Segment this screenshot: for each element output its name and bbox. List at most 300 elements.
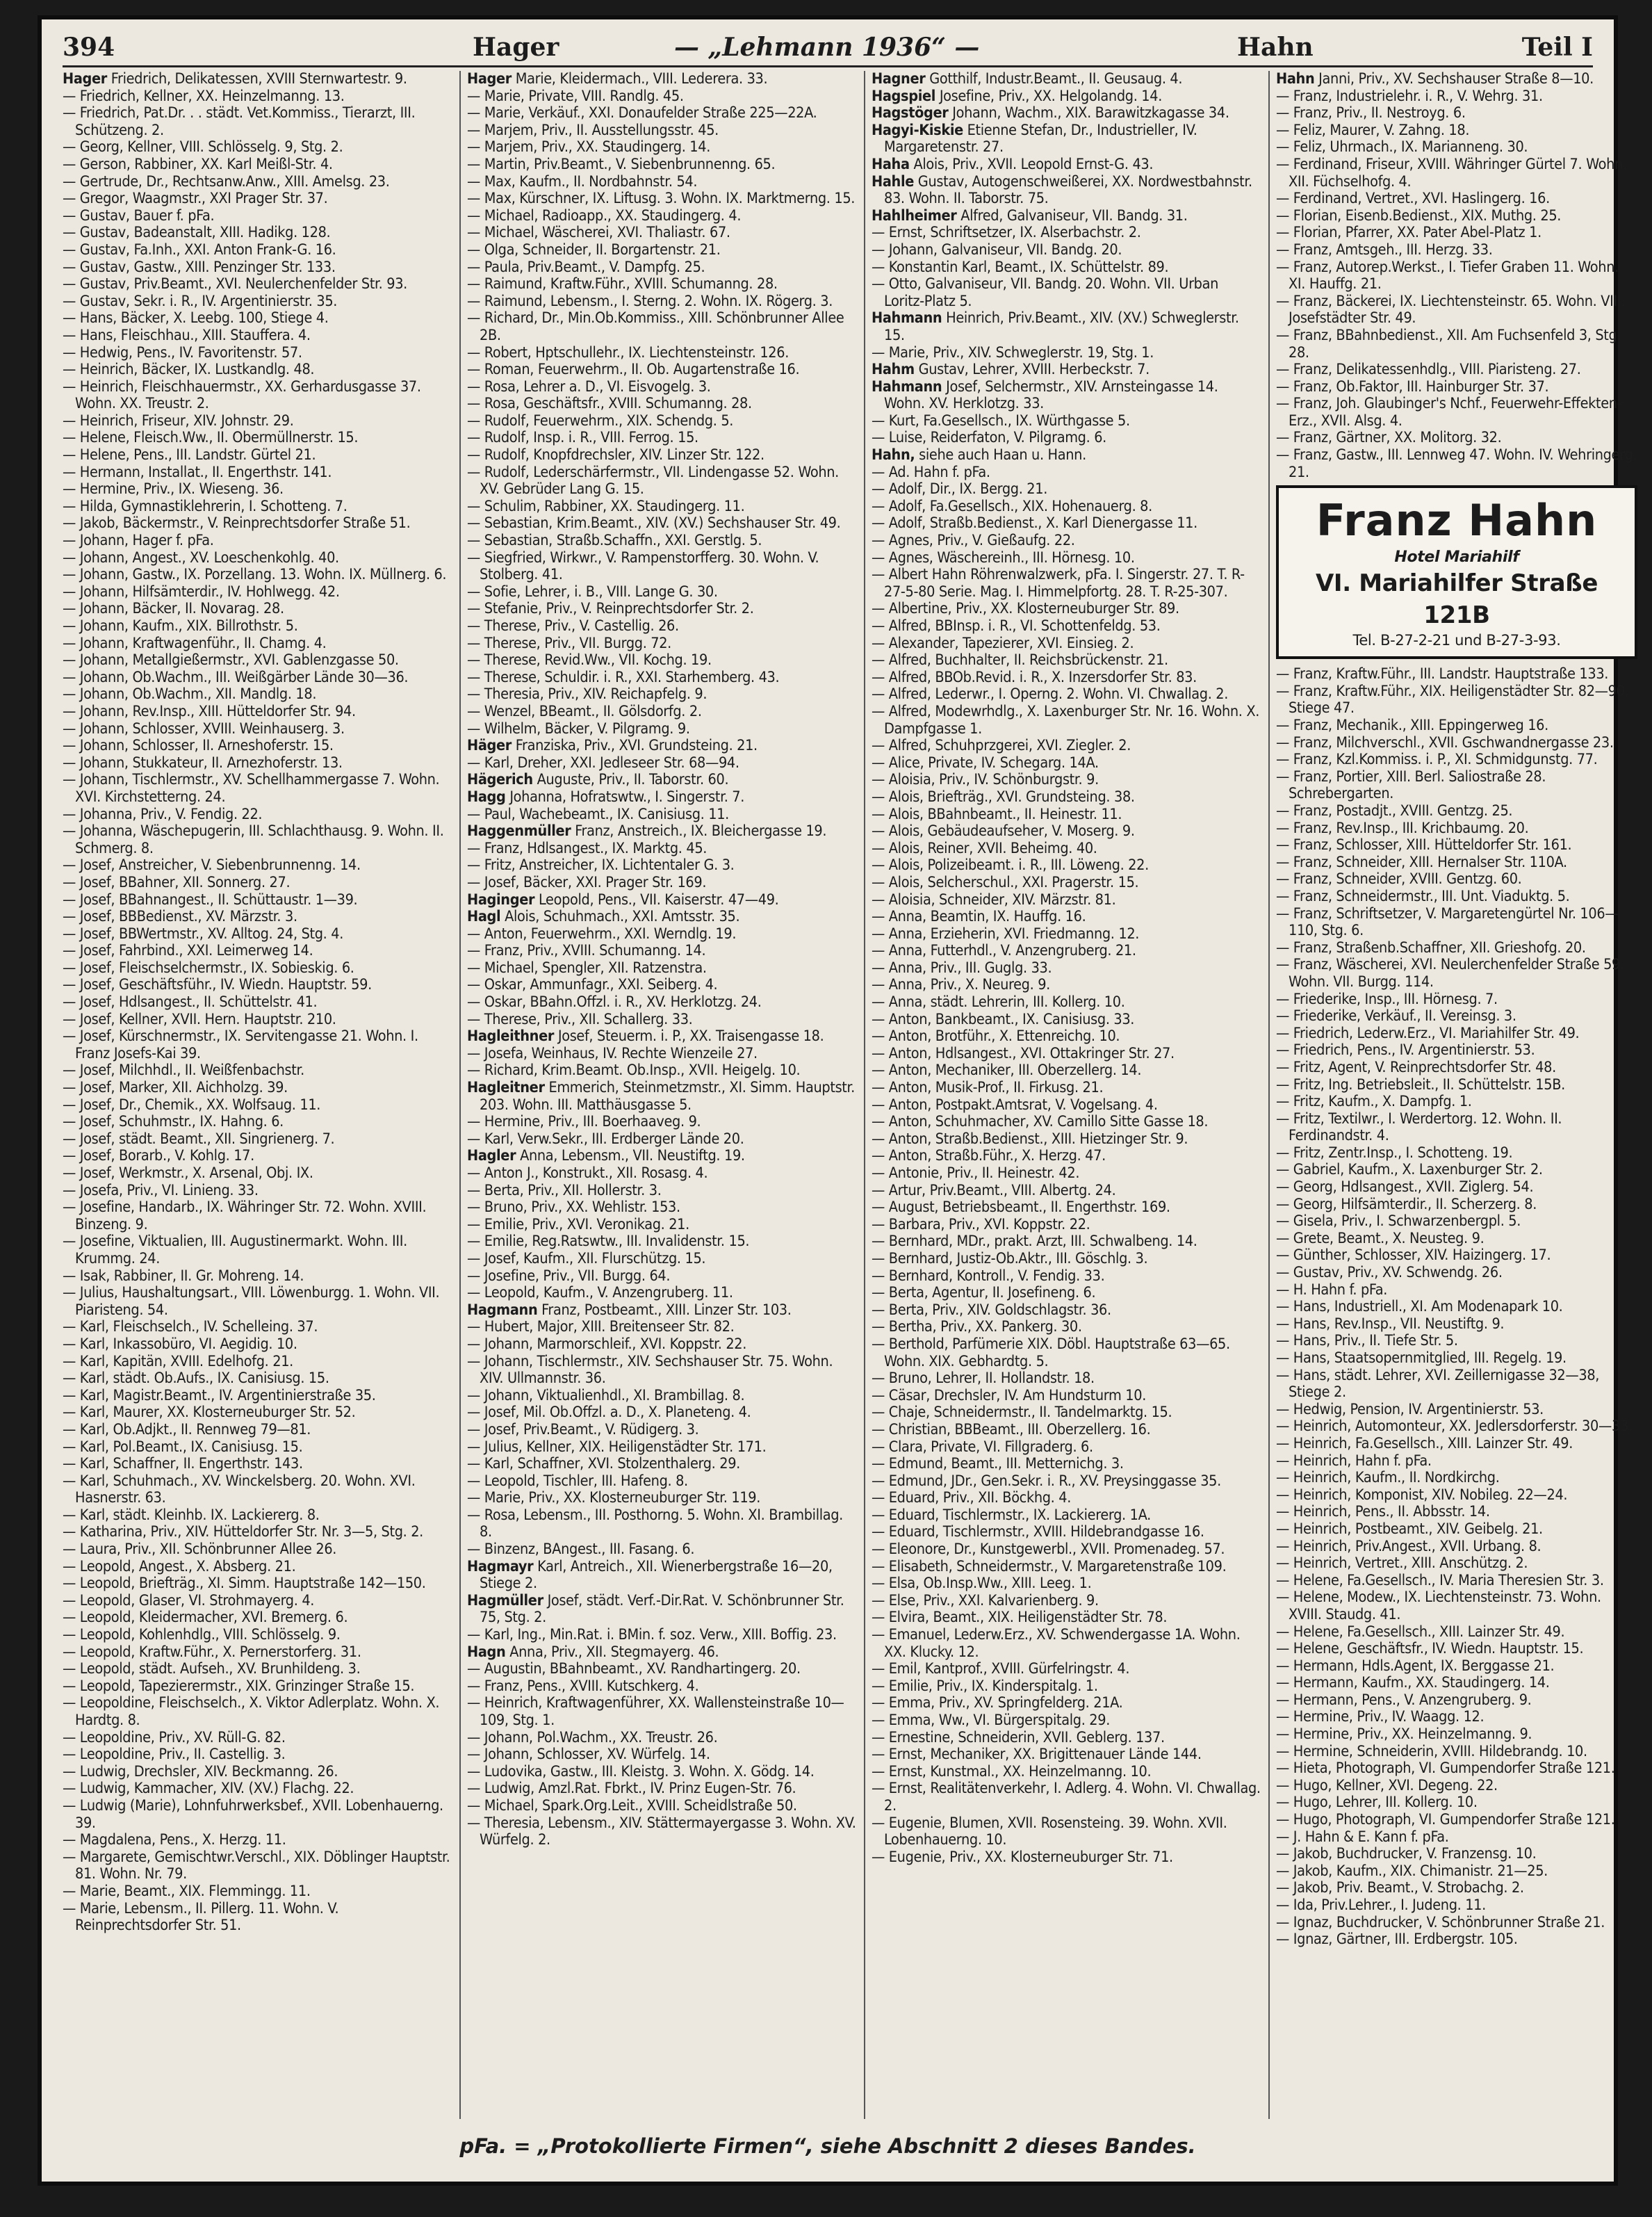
directory-entry: — Eleonore, Dr., Kunstgewerbl., XVII. Promenadeg. 57. (872, 1541, 1225, 1559)
directory-entry: — Eugenie, Blumen, XVII. Rosensteing. 39. Wohn. XVII. Lobenhauerng. 10. (872, 1814, 1227, 1849)
directory-entry: — Karl, Dreher, XXI. Jedleseer Str. 68—94. (467, 754, 739, 772)
directory-entry: — Gertrude, Dr., Rechtsanw.Anw., XIII. Amelsg. 23. (63, 172, 390, 190)
directory-entry: — Johann, Viktualienhdl., XI. Brambillag. 8. (467, 1386, 745, 1404)
directory-entry: — Bruno, Lehrer, II. Hollandstr. 18. (872, 1370, 1095, 1388)
column-3 (872, 71, 1261, 2119)
directory-entry: — Hans, Rev.Insp., VII. Neustiftg. 9. (1276, 1315, 1505, 1333)
directory-entry: — Michael, Radioapp., XX. Staudingerg. 4. (467, 206, 742, 225)
directory-entry: — Elvira, Beamt., XIX. Heiligenstädter Str. 78. (872, 1609, 1168, 1627)
directory-entry: — Anton, Musik-Prof., II. Firkusg. 21. (872, 1079, 1104, 1097)
directory-entry: — Sebastian, Straßb.Schaffn., XXI. Gerstlg. 5. (467, 532, 762, 550)
directory-entry: — Alice, Private, IV. Schegarg. 14A. (872, 754, 1099, 772)
directory-entry: — Rudolf, Lederschärfermstr., VII. Lindengasse 52. Wohn. XV. Gebrüder Lang G. 15. (467, 463, 839, 498)
directory-entry: — Olga, Schneider, II. Borgartenstr. 21. (467, 241, 721, 259)
directory-entry: — Emma, Ww., VI. Bürgerspitalg. 29. (872, 1712, 1110, 1729)
directory-entry: — Wilhelm, Bäcker, V. Pilgramg. 9. (467, 720, 690, 738)
directory-entry: — Adolf, Straßb.Bedienst., X. Karl Dienergasse 11. (872, 514, 1197, 533)
directory-entry: — Anton, Feuerwehrm., XXI. Werndlg. 19. (467, 925, 737, 943)
directory-entry: — Bruno, Priv., XX. Wehlistr. 153. (467, 1199, 680, 1217)
directory-entry: — Karl, Schaffner, II. Engerthstr. 143. (63, 1455, 303, 1473)
directory-entry: — Gerson, Rabbiner, XX. Karl Meißl-Str. 4. (63, 155, 333, 173)
directory-entry: — Else, Priv., XXI. Kalvarienberg. 9. (872, 1591, 1099, 1609)
directory-entry: Hagmüller Josef, städt. Verf.-Dir.Rat. V. Schönbrunner Str. 75, Stg. 2. (467, 1591, 844, 1627)
directory-entry: — Anton, Straßb.Führ., X. Herzg. 47. (872, 1147, 1106, 1165)
directory-entry: — Franz, Bäckerei, IX. Liechtensteinstr. 65. Wohn. VIII. Josefstädter Str. 49. (1276, 292, 1625, 327)
directory-entry: — Ludovika, Gastw., III. Kleistg. 3. Wohn. X. Gödg. 14. (467, 1762, 815, 1780)
directory-entry: — Hilda, Gymnastiklehrerin, I. Schotteng. 7. (63, 497, 347, 515)
directory-entry: — Gustav, Priv.Beamt., XVI. Neulerchenfelder Str. 93. (63, 275, 407, 293)
directory-entry: — Magdalena, Pens., X. Herzg. 11. (63, 1831, 286, 1849)
directory-entry: — Johann, Tischlermstr., XV. Schellhammergasse 7. Wohn. XVI. Kirchstetterng. 24. (63, 771, 440, 806)
directory-entry: — Raimund, Lebensm., I. Sterng. 2. Wohn. IX. Rögerg. 3. (467, 292, 833, 310)
directory-entry: — Johanna, Priv., V. Fendig. 22. (63, 805, 263, 823)
directory-entry: — Franz, Gastw., III. Lennweg 47. Wohn. IV. Wehringerg. 21. (1276, 446, 1637, 481)
directory-entry: — Leopold, Glaser, VI. Strohmayerg. 4. (63, 1591, 315, 1609)
directory-entry: — Josef, Borarb., V. Kohlg. 17. (63, 1147, 254, 1165)
directory-entry: — Georg, Kellner, VIII. Schlösselg. 9, Stg. 2. (63, 138, 343, 156)
directory-entry: — Raimund, Kraftw.Führ., XVIII. Schumanng. 28. (467, 275, 778, 293)
directory-entry: — Friedrich, Kellner, XX. Heinzelmanng. 13. (63, 87, 345, 105)
directory-entry: — Josef, BBahner, XII. Sonnerg. 27. (63, 873, 291, 891)
directory-entry: — Gustav, Gastw., XIII. Penzinger Str. 133. (63, 258, 336, 276)
directory-entry: — Heinrich, Bäcker, IX. Lustkandlg. 48. (63, 361, 315, 379)
directory-entry: — Katharina, Priv., XIV. Hütteldorfer Str. Nr. 3—5, Stg. 2. (63, 1523, 423, 1541)
ad-hotel: Hotel Mariahilf (1394, 549, 1519, 567)
directory-entry: — Josef, Mil. Ob.Offzl. a. D., X. Planeteng. 4. (467, 1404, 751, 1422)
directory-entry: — Anna, städt. Lehrerin, III. Kollerg. 10. (872, 993, 1125, 1012)
directory-entry: — Gustav, Priv., XV. Schwendg. 26. (1276, 1264, 1503, 1282)
directory-entry: — Gisela, Priv., I. Schwarzenbergpl. 5. (1276, 1212, 1521, 1231)
directory-entry: — Michael, Spark.Org.Leit., XVIII. Scheidlstraße 50. (467, 1796, 797, 1814)
directory-entry: — Ernst, Mechaniker, XX. Brigittenauer Lände 144. (872, 1746, 1202, 1764)
directory-entry: — Cäsar, Drechsler, IV. Am Hundsturm 10. (872, 1386, 1147, 1404)
directory-entry: — Albert Hahn Röhrenwalzwerk, pFa. I. Singerstr. 27. T. R-27-5-80 Serie. Mag. I. Himmelpfortg. 28. T. R-25-307. (872, 566, 1245, 601)
directory-entry: — Max, Kaufm., II. Nordbahnstr. 54. (467, 172, 698, 190)
directory-entry: — Hieta, Photograph, VI. Gumpendorfer Straße 121. (1276, 1760, 1615, 1778)
directory-entry: — Franz, Schneidermstr., III. Unt. Viaduktg. 5. (1276, 887, 1570, 905)
directory-entry: — Marie, Beamt., XIX. Flemmingg. 11. (63, 1882, 311, 1900)
directory-entry: Hager Marie, Kleidermach., VIII. Lederera. 33. (467, 71, 768, 88)
directory-entry: — Jakob, Kaufm., XIX. Chimanistr. 21—25. (1276, 1862, 1548, 1880)
directory-entry: — Karl, Magistr.Beamt., IV. Argentinierstraße 35. (63, 1386, 376, 1404)
directory-entry: — Heinrich, Vertret., XIII. Anschützg. 2. (1276, 1554, 1528, 1573)
directory-entry: — Jakob, Bäckermstr., V. Reinprechtsdorfer Straße 51. (63, 514, 411, 533)
directory-entry: — Therese, Priv., XII. Schallerg. 33. (467, 1010, 693, 1028)
directory-entry: Haggenmüller Franz, Anstreich., IX. Bleichergasse 19. (467, 822, 827, 840)
directory-entry: Hagspiel Josefine, Priv., XX. Helgolandg. 14. (872, 87, 1162, 105)
directory-entry: — Schulim, Rabbiner, XX. Staudingerg. 11. (467, 497, 745, 515)
directory-entry: — Ernst, Kunstmal., XX. Heinzelmanng. 10. (872, 1762, 1152, 1780)
directory-entry: — Laura, Priv., XII. Schönbrunner Allee 26. (63, 1541, 337, 1559)
directory-entry: — Sofie, Lehrer, i. B., VIII. Lange G. 30. (467, 583, 718, 601)
directory-entry: — Karl, Ing., Min.Rat. i. BMin. f. soz. Verw., XIII. Boffig. 23. (467, 1626, 837, 1644)
directory-entry: — Oskar, BBahn.Offzl. i. R., XV. Herklotzg. 24. (467, 993, 762, 1012)
directory-entry: — Alois, Reiner, XVII. Beheimg. 40. (872, 839, 1097, 857)
directory-entry: — Karl, Maurer, XX. Klosterneuburger Str. 52. (63, 1404, 356, 1422)
directory-entry: — Alfred, BBInsp. i. R., VI. Schottenfeldg. 53. (872, 617, 1161, 635)
directory-entry: — Franz, Amtsgeh., III. Herzg. 33. (1276, 241, 1493, 259)
directory-entry: — Leopold, Angest., X. Absberg. 21. (63, 1557, 296, 1575)
directory-entry: — Hans, Bäcker, X. Leebg. 100, Stiege 4. (63, 309, 329, 327)
directory-entry: — Johann, Tischlermstr., XIV. Sechshauser Str. 75. Wohn. XIV. Ullmannstr. 36. (467, 1352, 833, 1388)
directory-entry: — Anton, Hdlsangest., XVI. Ottakringer Str. 27. (872, 1044, 1175, 1062)
directory-entry: — Josef, Bäcker, XXI. Prager Str. 169. (467, 873, 707, 891)
directory-entry: Hägerich Auguste, Priv., II. Taborstr. 60. (467, 771, 729, 789)
directory-entry: — Emilie, Priv., XVI. Veronikag. 21. (467, 1215, 689, 1233)
directory-entry: — Binzenz, BAngest., III. Fasang. 6. (467, 1541, 695, 1559)
directory-entry: — Franz, Priv., II. Nestroyg. 6. (1276, 104, 1466, 122)
directory-entry: — Edmund, JDr., Gen.Sekr. i. R., XV. Preysinggasse 35. (872, 1472, 1221, 1490)
directory-entry: — Günther, Schlosser, XIV. Haizingerg. 17. (1276, 1246, 1551, 1265)
directory-entry: — Karl, Inkassobüro, VI. Aegidig. 10. (63, 1335, 297, 1353)
directory-entry: — Eugenie, Priv., XX. Klosterneuburger Str. 71. (872, 1848, 1173, 1866)
directory-entry: — Elsa, Ob.Insp.Ww., XIII. Leeg. 1. (872, 1575, 1092, 1593)
directory-entry: — Karl, Verw.Sekr., III. Erdberger Lände 20. (467, 1130, 744, 1148)
directory-entry: — Johann, Schlosser, XV. Würfelg. 14. (467, 1746, 710, 1764)
directory-entry: — Helene, Pens., III. Landstr. Gürtel 21. (63, 446, 316, 464)
directory-entry: — Agnes, Wäschereinh., III. Hörnesg. 10. (872, 549, 1135, 567)
directory-entry: — Alois, Briefträg., XVI. Grundsteing. 38. (872, 788, 1135, 806)
directory-entry: — Johann, Galvaniseur, VII. Bandg. 20. (872, 241, 1122, 259)
directory-entry: — Franz, Wäscherei, XVI. Neulerchenfelder Straße 59. Wohn. VII. Burgg. 114. (1276, 956, 1624, 991)
directory-entry: — Ludwig (Marie), Lohnfuhrwerksbef., XVII. Lobenhauerng. 39. (63, 1796, 443, 1832)
directory-entry: — Anton, Mechaniker, III. Oberzellerg. 14. (872, 1062, 1142, 1080)
directory-entry: — Johann, Hilfsämterdir., IV. Hohlwegg. 42. (63, 583, 340, 601)
directory-entry: — Stefanie, Priv., V. Reinprechtsdorfer Str. 2. (467, 600, 754, 618)
directory-entry: — Kurt, Fa.Gesellsch., IX. Würthgasse 5. (872, 412, 1130, 430)
column-divider (1268, 71, 1270, 2119)
directory-entry: — Isak, Rabbiner, II. Gr. Mohreng. 14. (63, 1267, 304, 1285)
directory-entry: — Emilie, Priv., IX. Kinderspitalg. 1. (872, 1677, 1098, 1695)
directory-entry: — Franz, Delikatessenhdlg., VIII. Piaristeng. 27. (1276, 361, 1581, 379)
directory-entry: Hahlheimer Alfred, Galvaniseur, VII. Bandg. 31. (872, 206, 1188, 225)
directory-entry: — Clara, Private, VI. Fillgraderg. 6. (872, 1438, 1093, 1456)
header-right-keyword: Hahn (1237, 33, 1314, 62)
directory-entry: — Fritz, Kaufm., X. Dampfg. 1. (1276, 1093, 1472, 1111)
directory-entry: — Heinrich, Kraftwagenführer, XX. Wallensteinstraße 10—109, Stg. 1. (467, 1694, 844, 1729)
directory-entry: — Hermine, Schneiderin, XVIII. Hildebrandg. 10. (1276, 1742, 1587, 1760)
directory-entry: — Ferdinand, Friseur, XVIII. Währinger Gürtel 7. Wohn. XII. Füchselhofg. 4. (1276, 155, 1627, 190)
directory-entry: — Josef, Priv.Beamt., V. Rüdigerg. 3. (467, 1420, 699, 1438)
directory-entry: — Ludwig, Kammacher, XIV. (XV.) Flachg. 22. (63, 1780, 354, 1798)
directory-entry: — Hans, städt. Lehrer, XVI. Zeillernigasse 32—38, Stiege 2. (1276, 1366, 1600, 1402)
directory-entry: — Franz, Ob.Faktor, III. Hainburger Str. 37. (1276, 377, 1549, 396)
directory-entry: — Hermine, Priv., IX. Wieseng. 36. (63, 480, 284, 498)
directory-entry: — Johann, Metallgießermstr., XVI. Gablenzgasse 50. (63, 651, 399, 669)
directory-entry: — Johann, Kaufm., XIX. Billrothstr. 5. (63, 617, 298, 635)
directory-entry: — Emanuel, Lederw.Erz., XV. Schwendergasse 1A. Wohn. XX. Klucky. 12. (872, 1626, 1241, 1661)
directory-entry: — Heinrich, Pens., II. Abbsstr. 14. (1276, 1503, 1490, 1521)
directory-entry: — Josef, Anstreicher, V. Siebenbrunnenng. 14. (63, 856, 361, 875)
directory-entry: — Hermann, Installat., II. Engerthstr. 141. (63, 463, 332, 481)
directory-entry: — Johanna, Wäschepugerin, III. Schlachthausg. 9. Wohn. II. Schmerg. 8. (63, 822, 444, 857)
directory-entry: — Johann, Pol.Wachm., XX. Treustr. 26. (467, 1728, 718, 1746)
directory-entry: — Karl, Kapitän, XVIII. Edelhofg. 21. (63, 1352, 293, 1370)
directory-entry: — Josef, Werkmstr., X. Arsenal, Obj. IX. (63, 1164, 313, 1182)
directory-entry: Häger Franziska, Priv., XVI. Grundsteing. 21. (467, 737, 758, 755)
directory-entry: — Helene, Modew., IX. Liechtensteinstr. 73. Wohn. XVIII. Staudg. 41. (1276, 1589, 1601, 1623)
directory-entry: — Robert, Hptschullehr., IX. Liechtensteinstr. 126. (467, 343, 789, 362)
directory-entry: — Otto, Galvaniseur, VII. Bandg. 20. Wohn. VII. Urban Loritz-Platz 5. (872, 275, 1219, 310)
directory-entry: — Friederike, Insp., III. Hörnesg. 7. (1276, 990, 1498, 1008)
directory-entry: — Franz, Schriftsetzer, V. Margaretengürtel Nr. 106—110, Stg. 6. (1276, 904, 1619, 940)
directory-entry: — Heinrich, Hahn f. pFa. (1276, 1452, 1432, 1470)
directory-entry: — Josef, Kürschnermstr., IX. Servitengasse 21. Wohn. I. Franz Josefs-Kai 39. (63, 1028, 418, 1062)
directory-entry: — Heinrich, Fa.Gesellsch., XIII. Lainzer Str. 49. (1276, 1434, 1573, 1452)
page-footer-note: pFa. = „Protokollierte Firmen“, siehe Abschnitt 2 dieses Bandes. (459, 2134, 1196, 2158)
directory-entry: — Leopold, Kohlenhdlg., VIII. Schlösselg. 9. (63, 1626, 341, 1644)
directory-entry: — Franz, BBahnbedienst., XII. Am Fuchsenfeld 3, Stg. 28. (1276, 326, 1621, 362)
directory-entry: — Rosa, Geschäftsfr., XVIII. Schumanng. 28. (467, 395, 752, 413)
directory-entry: — Franz, Kraftw.Führ., III. Landstr. Hauptstraße 133. (1276, 665, 1609, 683)
header-title: — „Lehmann 1936“ — (674, 33, 980, 62)
directory-entry: — Berthold, Parfümerie XIX. Döbl. Hauptstraße 63—65. Wohn. XIX. Gebhardtg. 5. (872, 1335, 1230, 1370)
directory-entry: — Hubert, Major, XIII. Breitenseer Str. 82. (467, 1318, 735, 1336)
directory-entry: — Fritz, Zentr.Insp., I. Schotteng. 19. (1276, 1144, 1513, 1162)
directory-entry: — Alfred, Buchhalter, II. Reichsbrückenstr. 21. (872, 651, 1168, 669)
directory-entry: — Hedwig, Pension, IV. Argentinierstr. 53. (1276, 1400, 1544, 1418)
directory-entry: — Johann, Ob.Wachm., XII. Mandlg. 18. (63, 685, 317, 704)
directory-entry: — Ignaz, Gärtner, III. Erdbergstr. 105. (1276, 1931, 1518, 1949)
directory-entry: Hagl Alois, Schuhmach., XXI. Amtsstr. 35. (467, 908, 740, 926)
directory-entry: — Agnes, Priv., V. Gießaufg. 22. (872, 532, 1075, 550)
directory-entry: — Franz, Autorep.Werkst., I. Tiefer Graben 11. Wohn. XI. Hauffg. 21. (1276, 258, 1619, 293)
directory-entry: — Franz, Joh. Glaubinger's Nchf., Feuerwehr-Effekten-Erz., XVII. Alsg. 4. (1276, 395, 1622, 430)
directory-entry: — Jakob, Buchdrucker, V. Franzensg. 10. (1276, 1845, 1537, 1863)
directory-entry: — Berta, Priv., XIV. Goldschlagstr. 36. (872, 1301, 1111, 1319)
directory-entry: — Josefine, Handarb., IX. Währinger Str. 72. Wohn. XVIII. Binzeng. 9. (63, 1199, 427, 1233)
directory-entry: — Roman, Feuerwehrm., II. Ob. Augartenstraße 16. (467, 361, 800, 379)
directory-entry: — Rudolf, Knopfdrechsler, XIV. Linzer Str. 122. (467, 446, 764, 464)
directory-entry: — Edmund, Beamt., III. Metternichg. 3. (872, 1455, 1124, 1473)
directory-entry: — Albertine, Priv., XX. Klosterneuburger Str. 89. (872, 600, 1179, 618)
directory-entry: — Feliz, Uhrmach., IX. Marianneng. 30. (1276, 138, 1528, 156)
directory-entry: — Heinrich, Priv.Angest., XVII. Urbang. 8. (1276, 1537, 1541, 1555)
directory-entry: — Hans, Staatsopernmitglied, III. Regelg. 19. (1276, 1349, 1567, 1367)
ad-name: Franz Hahn (1316, 495, 1598, 546)
directory-entry: — Johann, Rev.Insp., XIII. Hütteldorfer Str. 94. (63, 702, 356, 720)
advertisement-box (1276, 485, 1637, 659)
directory-entry: — Josefine, Viktualien, III. Augustinermarkt. Wohn. III. Krummg. 24. (63, 1233, 407, 1267)
directory-entry: Hahmann Josef, Selchermstr., XIV. Arnsteingasse 14. Wohn. XV. Herklotzg. 33. (872, 377, 1218, 413)
directory-entry: — Johann, Marmorschleif., XVI. Koppstr. 22. (467, 1335, 747, 1353)
directory-entry: — Paul, Wachebeamt., IX. Canisiusg. 11. (467, 805, 729, 823)
directory-entry: — Fritz, Anstreicher, IX. Lichtentaler G. 3. (467, 856, 735, 875)
directory-entry: — Hugo, Lehrer, III. Kollerg. 10. (1276, 1794, 1478, 1812)
directory-entry: — Margarete, Gemischtwr.Verschl., XIX. Döblinger Hauptstr. 81. Wohn. Nr. 79. (63, 1848, 450, 1883)
directory-entry: — Ferdinand, Vertret., XVI. Haslingerg. 16. (1276, 190, 1550, 208)
column-divider (864, 71, 865, 2119)
directory-entry: — Marie, Priv., XX. Klosterneuburger Str. 119. (467, 1489, 761, 1507)
directory-entry: — Franz, Industrielehr. i. R., V. Wehrg. 31. (1276, 87, 1543, 105)
directory-entry: — Karl, städt. Kleinhb. IX. Lackiererg. 8. (63, 1506, 320, 1524)
directory-entry: Hagmann Franz, Postbeamt., XIII. Linzer Str. 103. (467, 1301, 792, 1319)
directory-entry: — Adolf, Fa.Gesellsch., XIX. Hohenauerg. 8. (872, 497, 1152, 515)
directory-entry: — Barbara, Priv., XVI. Koppstr. 22. (872, 1215, 1090, 1233)
directory-entry: — Max, Kürschner, IX. Liftusg. 3. Wohn. IX. Marktmerng. 15. (467, 190, 856, 208)
directory-entry: — Gabriel, Kaufm., X. Laxenburger Str. 2. (1276, 1161, 1543, 1179)
column-1 (63, 71, 452, 2119)
directory-entry: — Anna, Priv., X. Neureg. 9. (872, 976, 1050, 994)
directory-entry: — Gustav, Sekr. i. R., IV. Argentinierstr. 35. (63, 292, 338, 310)
directory-entry: — Michael, Spengler, XII. Ratzenstra. (467, 959, 707, 977)
directory-entry: — Franz, Milchverschl., XVII. Gschwandnergasse 23. (1276, 733, 1614, 752)
directory-entry: — Helene, Fleisch.Ww., II. Obermüllnerstr. 15. (63, 429, 359, 447)
directory-entry: — Karl, Schuhmach., XV. Winckelsberg. 20. Wohn. XVI. Hasnerstr. 63. (63, 1472, 416, 1507)
directory-entry: — Hugo, Kellner, XVI. Degeng. 22. (1276, 1776, 1498, 1794)
directory-entry: — Therese, Schuldir. i. R., XXI. Starhemberg. 43. (467, 668, 780, 686)
directory-entry: — Sebastian, Krim.Beamt., XIV. (XV.) Sechshauser Str. 49. (467, 514, 841, 533)
directory-entry: Haginger Leopold, Pens., VII. Kaiserstr. 47—49. (467, 891, 779, 909)
directory-entry: — Berta, Agentur, II. Josefineng. 6. (872, 1284, 1096, 1302)
directory-entry: — Hedwig, Pens., IV. Favoritenstr. 57. (63, 343, 302, 362)
directory-entry: Hahmann Heinrich, Priv.Beamt., XIV. (XV.) Schweglerstr. 15. (872, 309, 1239, 344)
directory-entry: — H. Hahn f. pFa. (1276, 1281, 1388, 1299)
directory-entry: — Franz, Hdlsangest., IX. Marktg. 45. (467, 839, 708, 857)
directory-entry: — Grete, Beamt., X. Neusteg. 9. (1276, 1229, 1485, 1247)
directory-entry: — Josef, Geschäftsführ., IV. Wiedn. Hauptstr. 59. (63, 976, 372, 994)
directory-entry: — Friedrich, Pat.Dr. . . städt. Vet.Kommiss., Tierarzt, III. Schützeng. 2. (63, 104, 416, 139)
directory-entry: — Josef, Milchhdl., II. Weißfenbachstr. (63, 1062, 304, 1080)
directory-entry: — Gustav, Badeanstalt, XIII. Hadikg. 128. (63, 224, 331, 242)
directory-entry: — Franz, Straßenb.Schaffner, XII. Grieshofg. 20. (1276, 939, 1586, 957)
directory-entry: — Josef, Dr., Chemik., XX. Wolfsaug. 11. (63, 1096, 321, 1114)
directory-entry: — Anton, Postpakt.Amtsrat, V. Vogelsang. 4. (872, 1096, 1158, 1114)
directory-entry: — Anton J., Konstrukt., XII. Rosasg. 4. (467, 1164, 708, 1182)
directory-entry: — Josefine, Priv., VII. Burgg. 64. (467, 1267, 671, 1285)
directory-entry: — Franz, Schneider, XIII. Hernalser Str. 110A. (1276, 853, 1567, 871)
directory-entry: — Ernst, Realitätenverkehr, I. Adlerg. 4. Wohn. VI. Chwallag. 2. (872, 1780, 1261, 1814)
directory-entry: — Martin, Priv.Beamt., V. Siebenbrunnenng. 65. (467, 155, 776, 173)
directory-entry: — Hans, Fleischhau., XIII. Stauffera. 4. (63, 326, 311, 344)
column-4-top-entries (1276, 71, 1637, 481)
directory-entry: — Therese, Priv., V. Castellig. 26. (467, 617, 679, 635)
header-left-keyword: Hager (473, 33, 559, 62)
directory-entry: — Jakob, Priv. Beamt., V. Strobachg. 2. (1276, 1879, 1524, 1897)
directory-entry: — Alexander, Tapezierer, XVI. Einsieg. 2. (872, 634, 1134, 652)
directory-entry: — Elisabeth, Schneidermstr., V. Margaretenstraße 109. (872, 1557, 1227, 1575)
directory-entry: Hahn, siehe auch Haan u. Hann. (872, 446, 1086, 464)
directory-entry: — Bertha, Priv., XX. Pankerg. 30. (872, 1318, 1082, 1336)
directory-entry: — Emma, Priv., XV. Springfelderg. 21A. (872, 1694, 1123, 1712)
directory-entry: — Heinrich, Automonteur, XX. Jedlersdorferstr. 30—33. (1276, 1418, 1633, 1436)
directory-entry: — Hermann, Kaufm., XX. Staudingerg. 14. (1276, 1674, 1550, 1692)
directory-entry: — Leopold, Kaufm., V. Anzengruberg. 11. (467, 1284, 733, 1302)
directory-entry: — Alois, Polizeibeamt. i. R., III. Löweng. 22. (872, 856, 1149, 875)
directory-entry: — Hugo, Photograph, VI. Gumpendorfer Straße 121. (1276, 1811, 1615, 1829)
directory-entry: — Theresia, Lebensm., XIV. Stättermayergasse 3. Wohn. XV. Würfelg. 2. (467, 1814, 856, 1849)
directory-entry: — Franz, Schneider, XVIII. Gentzg. 60. (1276, 870, 1522, 888)
directory-entry: — Franz, Gärtner, XX. Molitorg. 32. (1276, 429, 1502, 447)
directory-entry: — Julius, Haushaltungsart., VIII. Löwenburgg. 1. Wohn. VII. Piaristeng. 54. (63, 1284, 440, 1319)
directory-entry: — Julius, Kellner, XIX. Heiligenstädter Str. 171. (467, 1438, 767, 1456)
directory-entry: — Konstantin Karl, Beamt., IX. Schüttelstr. 89. (872, 258, 1169, 276)
directory-entry: — Josef, BBahnangest., II. Schüttaustr. 1—39. (63, 891, 358, 909)
directory-entry: — Ernst, Schriftsetzer, IX. Alserbachstr. 2. (872, 224, 1141, 242)
directory-entry: — Heinrich, Postbeamt., XIV. Geibelg. 21. (1276, 1520, 1543, 1538)
directory-entry: — Anton, Bankbeamt., IX. Canisiusg. 33. (872, 1010, 1135, 1028)
directory-entry: — Josef, BBWertmstr., XV. Alltog. 24, Stg. 4. (63, 925, 344, 943)
directory-entry: — Anton, Brotführ., X. Ettenreichg. 10. (872, 1028, 1120, 1046)
directory-entry: — Ignaz, Buchdrucker, V. Schönbrunner Straße 21. (1276, 1913, 1605, 1931)
directory-entry: Hagg Johanna, Hofratswtw., I. Singerstr. 7. (467, 788, 745, 806)
directory-entry: Hagyi-Kiskie Etienne Stefan, Dr., Industrieller, IV. Margaretenstr. 27. (872, 121, 1197, 156)
directory-entry: — Emilie, Reg.Ratswtw., III. Invalidenstr. 15. (467, 1233, 750, 1251)
directory-entry: — Leopold, Tischler, III. Hafeng. 8. (467, 1472, 688, 1490)
directory-entry: — Rosa, Lebensm., III. Posthorng. 5. Wohn. XI. Brambillag. 8. (467, 1506, 843, 1541)
directory-entry: — Rosa, Lehrer a. D., VI. Eisvogelg. 3. (467, 377, 711, 396)
directory-entry: — Alfred, Lederwr., I. Operng. 2. Wohn. VI. Chwallag. 2. (872, 685, 1229, 704)
directory-entry: — Karl, städt. Ob.Aufs., IX. Canisiusg. 15. (63, 1370, 329, 1388)
directory-entry: — Feliz, Maurer, V. Zahng. 18. (1276, 121, 1470, 139)
directory-entry: — Johann, Schlosser, II. Arneshoferstr. 15. (63, 737, 334, 755)
directory-entry: — Marie, Priv., XIV. Schweglerstr. 19, Stg. 1. (872, 343, 1154, 362)
directory-entry: — Johann, Gastw., IX. Porzellang. 13. Wohn. IX. Müllnerg. 6. (63, 566, 447, 584)
directory-entry: — Hermine, Priv., IV. Waagg. 12. (1276, 1708, 1485, 1726)
directory-entry: — Helene, Fa.Gesellsch., XIII. Lainzer Str. 49. (1276, 1623, 1565, 1641)
directory-entry: — Franz, Mechanik., XIII. Eppingerweg 16. (1276, 717, 1548, 735)
directory-entry: — Leopold, städt. Aufseh., XV. Brunhildeng. 3. (63, 1660, 361, 1678)
ad-address: VI. Mariahilfer Straße 121B (1315, 569, 1598, 630)
directory-entry: — Josef, Marker, XII. Aichholzg. 39. (63, 1079, 288, 1097)
directory-entry: — Georg, Hilfsämterdir., II. Scherzerg. 8. (1276, 1195, 1537, 1213)
directory-entry: — Ad. Hahn f. pFa. (872, 463, 990, 481)
directory-entry: — Hans, Priv., II. Tiefe Str. 5. (1276, 1332, 1458, 1350)
directory-entry: — Johann, Kraftwagenführ., II. Chamg. 4. (63, 634, 327, 652)
directory-entry: — Josef, Schuhmstr., IX. Hahng. 6. (63, 1113, 284, 1131)
directory-entry: — Emil, Kantprof., XVIII. Gürfelringstr. 4. (872, 1660, 1130, 1678)
directory-entry: — Bernhard, Kontroll., V. Fendig. 33. (872, 1267, 1105, 1285)
directory-entry: — Marjem, Priv., II. Ausstellungsstr. 45. (467, 121, 719, 139)
directory-entry: — Josefa, Weinhaus, IV. Rechte Wienzeile 27. (467, 1044, 758, 1062)
directory-entry: — Franz, Rev.Insp., III. Krichbaumg. 20. (1276, 819, 1529, 837)
directory-entry: — Karl, Schaffner, XVI. Stolzenthalerg. 29. (467, 1455, 740, 1473)
directory-entry: Hager Friedrich, Delikatessen, XVIII Sternwartestr. 9. (63, 71, 407, 88)
directory-entry: — Oskar, Ammunfagr., XXI. Seiberg. 4. (467, 976, 718, 994)
directory-entry: — Franz, Portier, XIII. Berl. Saliostraße 28. Schrebergarten. (1276, 768, 1546, 803)
directory-entry: — Marie, Lebensm., II. Pillerg. 11. Wohn. V. Reinprechtsdorfer Str. 51. (63, 1899, 339, 1935)
directory-entry: — Leopoldine, Fleischselch., X. Viktor Adlerplatz. Wohn. X. Hardtg. 8. (63, 1694, 440, 1729)
directory-entry: — Alois, Gebäudeaufseher, V. Moserg. 9. (872, 822, 1135, 840)
directory-entry: — Ida, Priv.Lehrer., I. Judeng. 11. (1276, 1897, 1486, 1914)
directory-entry: — J. Hahn & E. Kann f. pFa. (1276, 1828, 1449, 1846)
directory-entry: — Hermann, Hdls.Agent, IX. Berggasse 21. (1276, 1657, 1555, 1675)
directory-entry: — Chaje, Schneidermstr., II. Tandelmarktg. 15. (872, 1404, 1172, 1422)
ad-phone: Tel. B-27-2-21 und B-27-3-93. (1352, 632, 1561, 649)
directory-entry: — Luise, Reiderfaton, V. Pilgramg. 6. (872, 429, 1106, 447)
directory-entry: — Artur, Priv.Beamt., VIII. Albertg. 24. (872, 1181, 1116, 1199)
directory-entry: — Heinrich, Kaufm., II. Nordkirchg. (1276, 1469, 1500, 1487)
directory-entry: — Eduard, Priv., XII. Böckhg. 4. (872, 1489, 1071, 1507)
directory-entry: — Hermine, Priv., III. Boerhaaveg. 9. (467, 1113, 701, 1131)
directory-entry: — Christian, BBBeamt., III. Oberzellerg. 16. (872, 1420, 1151, 1438)
directory-entry: — Leopoldine, Priv., II. Castellig. 3. (63, 1746, 286, 1764)
directory-entry: — Helene, Geschäftsfr., IV. Wiedn. Hauptstr. 15. (1276, 1640, 1584, 1658)
directory-entry: — Florian, Eisenb.Bedienst., XIX. Muthg. 25. (1276, 206, 1562, 225)
columns-area (63, 71, 1637, 2119)
directory-entry: — Eduard, Tischlermstr., XVIII. Hildebrandgasse 16. (872, 1523, 1204, 1541)
directory-entry: — Antonie, Priv., II. Heinestr. 42. (872, 1164, 1080, 1182)
directory-entry: Hahn Janni, Priv., XV. Sechshauser Straße 8—10. (1276, 71, 1594, 88)
directory-entry: — Karl, Pol.Beamt., IX. Canisiusg. 15. (63, 1438, 303, 1456)
directory-entry: — Leopold, Kraftw.Führ., X. Pernerstorferg. 31. (63, 1643, 361, 1661)
directory-entry: — Franz, Postadjt., XVIII. Gentzg. 25. (1276, 802, 1513, 820)
directory-entry: — Alfred, Schuhprzgerei, XVI. Ziegler. 2. (872, 737, 1131, 755)
directory-entry: — Gustav, Bauer f. pFa. (63, 206, 215, 225)
directory-entry: — Gustav, Fa.Inh., XXI. Anton Frank-G. 16. (63, 241, 336, 259)
column-4-bottom-entries (1276, 666, 1637, 1949)
directory-entry: — Hermann, Pens., V. Anzengruberg. 9. (1276, 1691, 1532, 1709)
